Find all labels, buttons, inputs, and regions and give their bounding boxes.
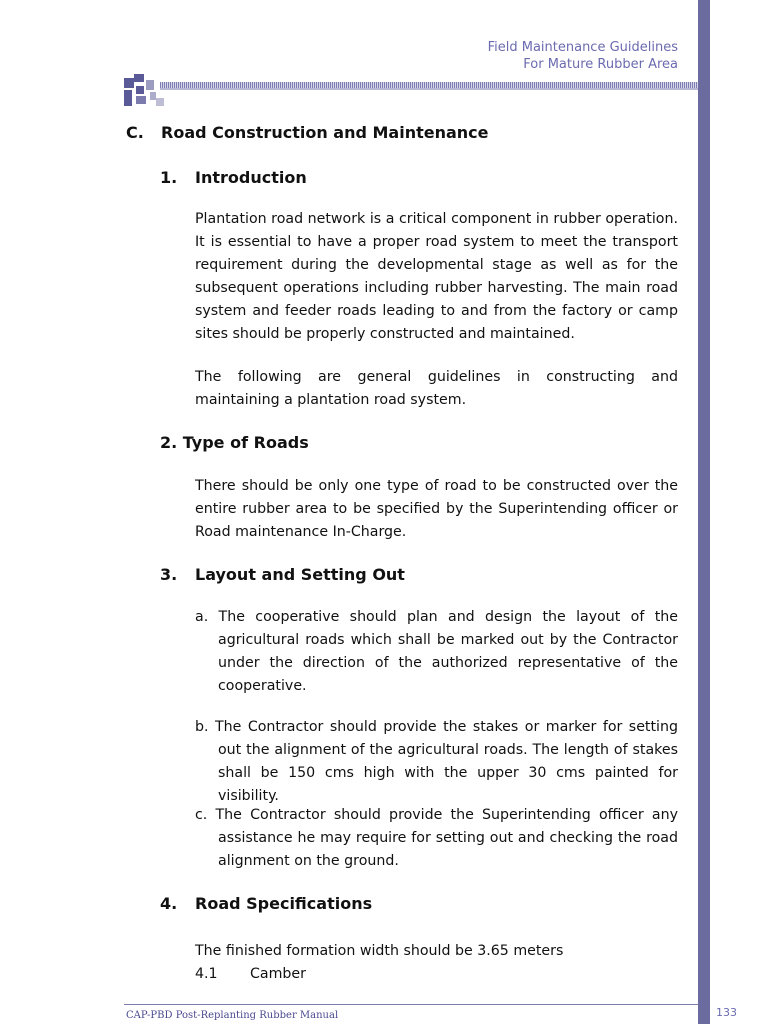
specs-sub-number: 4.1 xyxy=(195,966,218,982)
specs-title: Road Specifications xyxy=(195,894,373,913)
intro-paragraph-1: Plantation road network is a critical component in rubber operation. It is essential to have a proper road system to meet the transport requirement during the developmental stage as well as for the subsequent operations including rubber harvesting. The main road system and feeder roads leading to and from the factory or camp sites should be properly constructed and maintained. xyxy=(195,211,678,342)
types-heading-text: 2. Type of Roads xyxy=(160,433,309,452)
header-title-line1: Field Maintenance Guidelines xyxy=(487,40,678,55)
specs-number: 4. xyxy=(160,894,178,913)
side-bar-decoration xyxy=(698,0,710,1024)
layout-item-a: a. The cooperative should plan and design the layout of the agricultural roads which shall be marked out by the Contractor under the direction of the authorized representative of the cooperative. xyxy=(195,609,678,694)
header-rule-underline xyxy=(160,88,698,90)
layout-title: Layout and Setting Out xyxy=(195,565,405,584)
layout-item-c: c. The Contractor should provide the Superintending officer any assistance he may require for setting out and checking the road alignment on the ground. xyxy=(195,807,678,869)
section-title: Road Construction and Maintenance xyxy=(161,123,489,142)
specs-subsection xyxy=(195,963,678,986)
layout-number: 3. xyxy=(160,565,178,584)
specs-paragraph: The finished formation width should be 3.65 meters xyxy=(195,943,564,959)
footer-text: CAP-PBD Post-Replanting Rubber Manual xyxy=(126,1010,339,1021)
intro-title: Introduction xyxy=(195,168,307,187)
intro-paragraph-2: The following are general guidelines in constructing and maintaining a plantation road system. xyxy=(195,369,678,408)
layout-item-b: b. The Contractor should provide the stakes or marker for setting out the alignment of the agricultural roads. The length of stakes shall be 150 cms high with the upper 30 cms painted for visibility. xyxy=(195,719,678,804)
footer-rule xyxy=(124,1004,698,1005)
types-paragraph: There should be only one type of road to be constructed over the entire rubber area to be specified by the Superintending officer or Road maintenance In-Charge. xyxy=(195,478,678,540)
section-letter: C. xyxy=(126,123,144,142)
page-number: 133 xyxy=(716,1006,737,1019)
header-title-line2: For Mature Rubber Area xyxy=(523,57,678,72)
specs-sub-title: Camber xyxy=(250,966,306,982)
checkered-logo-icon xyxy=(124,74,166,108)
intro-number: 1. xyxy=(160,168,178,187)
